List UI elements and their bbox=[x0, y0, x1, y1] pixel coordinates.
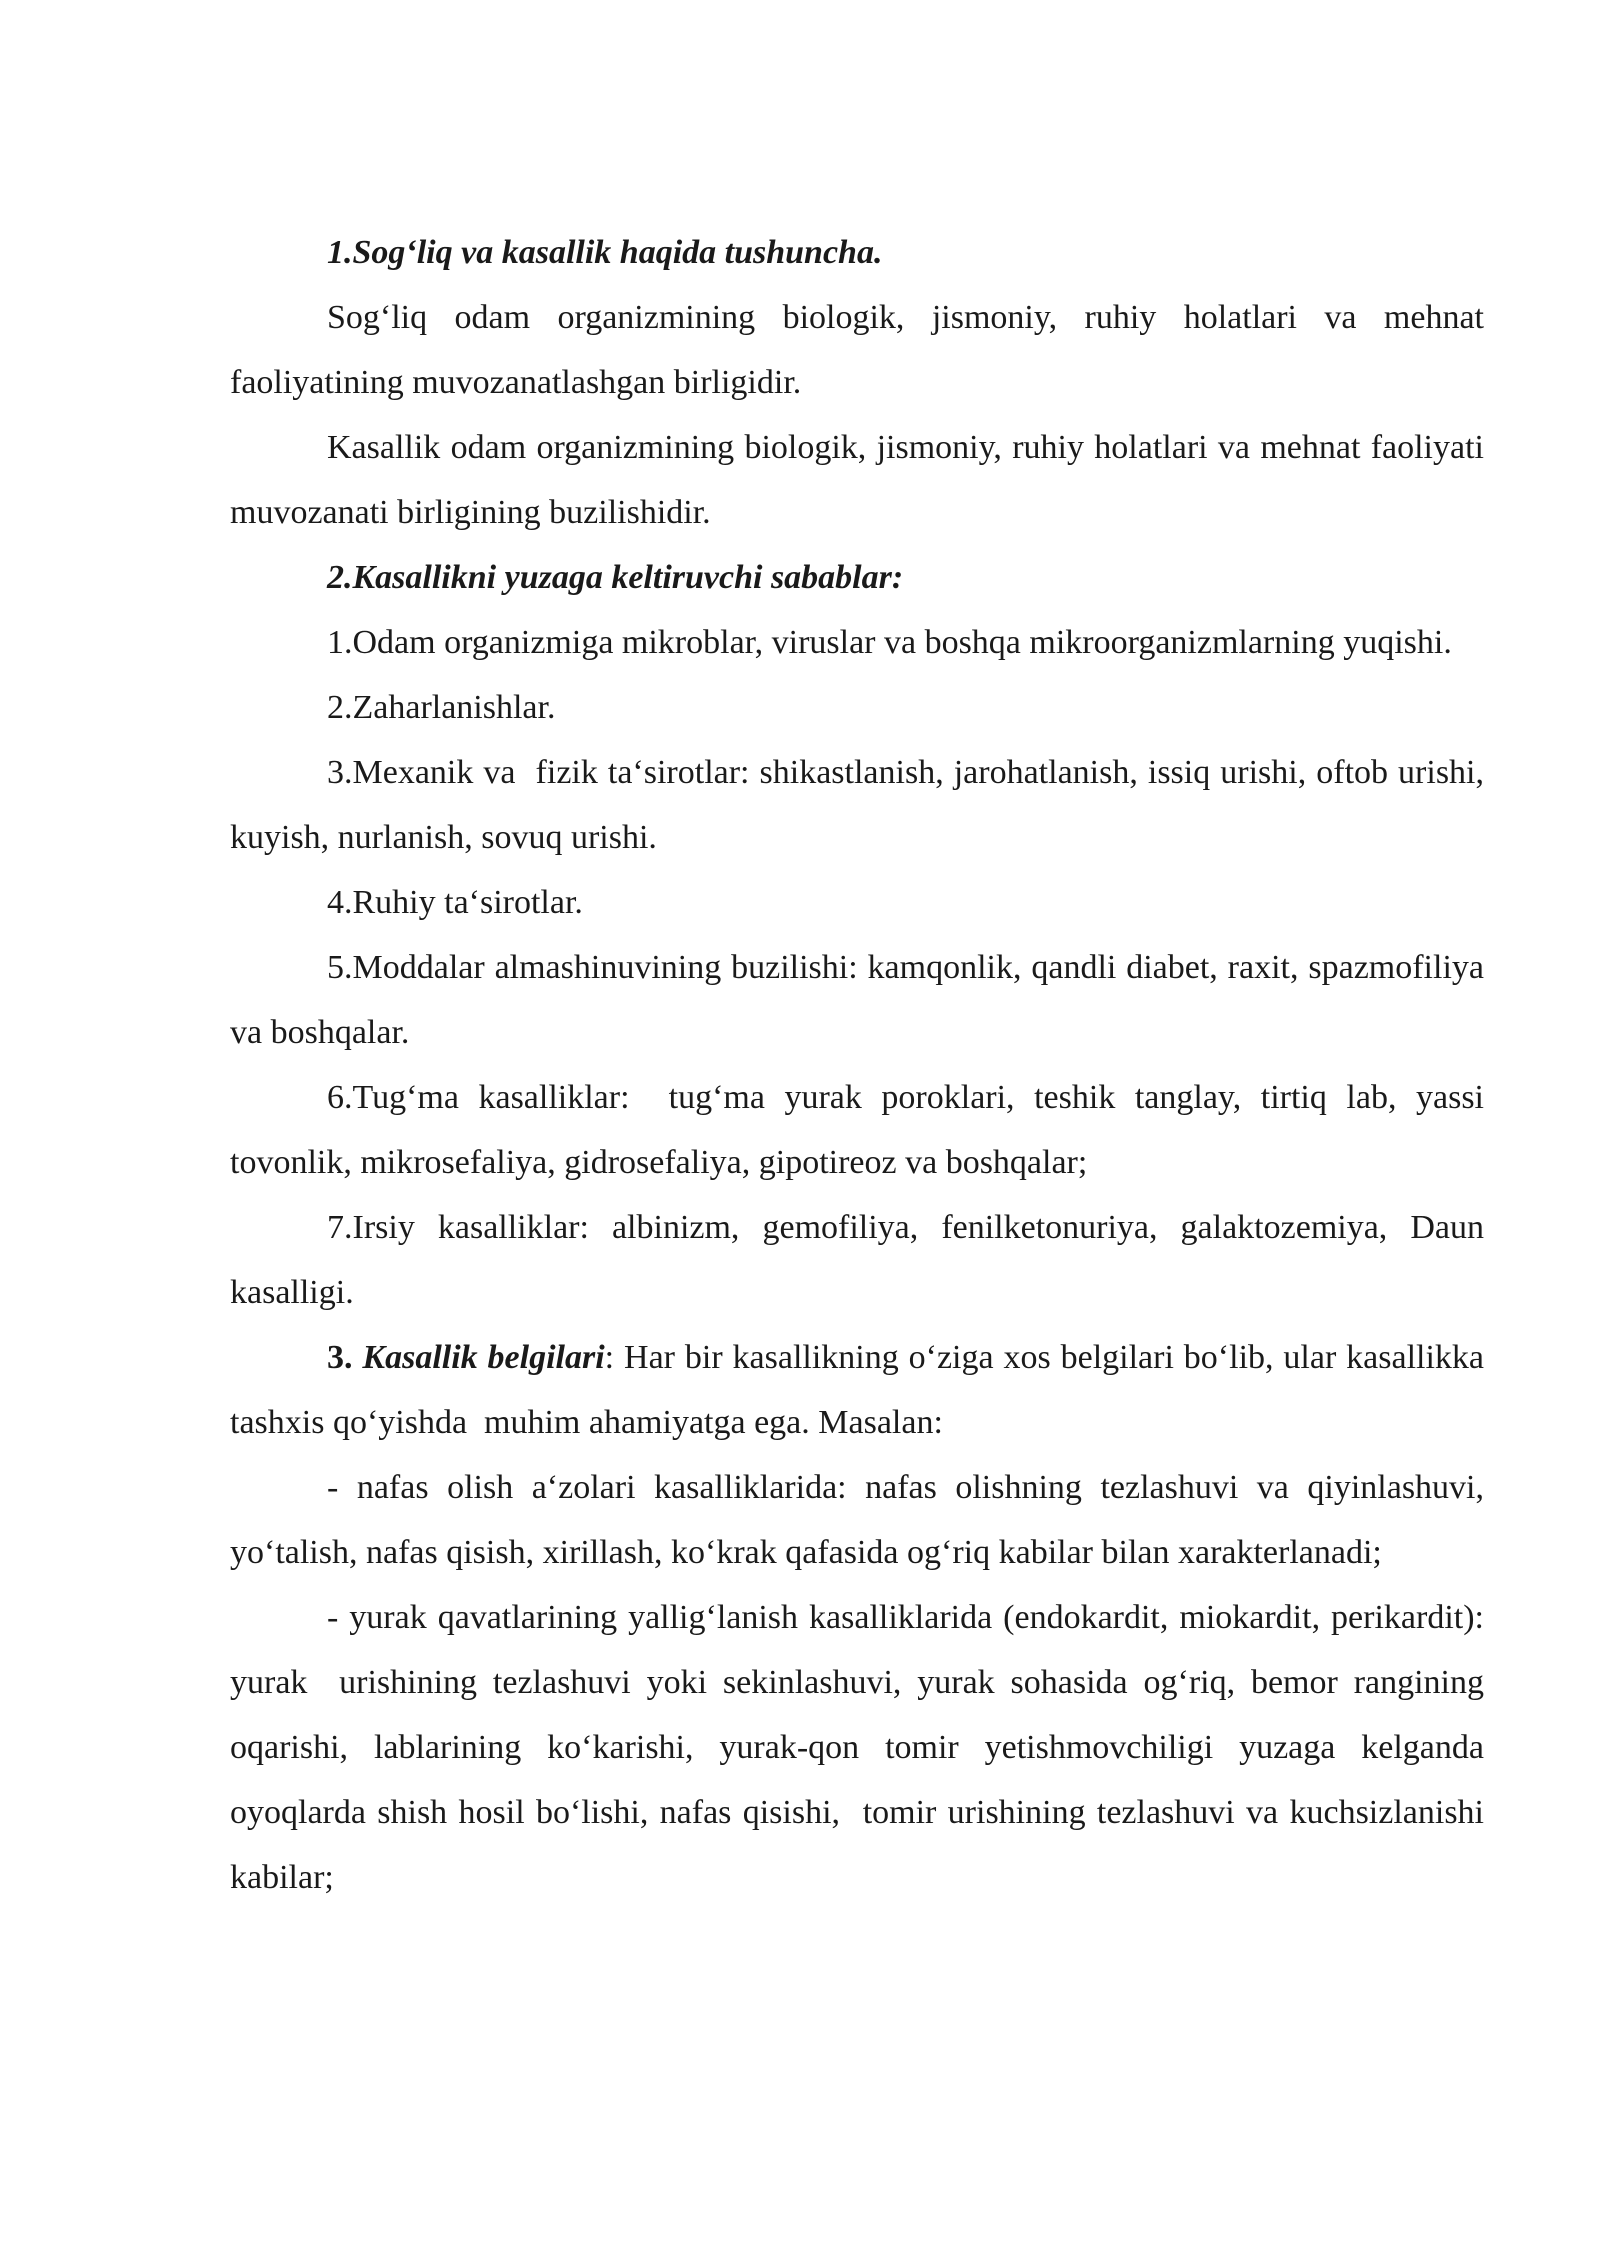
section-heading-1: 1.Sog‘liq va kasallik haqida tushuncha. bbox=[327, 234, 883, 271]
cause-item: 6.Tug‘ma kasalliklar: tug‘ma yurak poroklari, teshik tanglay, tirtiq lab, yassi tovonlik, mikrosefaliya, gidrosefaliya, gipotireoz va boshqalar; bbox=[230, 1079, 1493, 1181]
sign-item: - nafas olish a‘zolari kasalliklarida: nafas olishning tezlashuvi va qiyinlashuvi, yo‘talish, nafas qisish, xirillash, ko‘krak qafasida og‘riq kabilar bilan xarakterlanadi; bbox=[230, 1469, 1493, 1571]
paragraph-health-definition: Sog‘liq odam organizmining biologik, jismoniy, ruhiy holatlari va mehnat faoliyatining muvozanatlashgan birligidir. bbox=[230, 299, 1493, 401]
section-3-paragraph bbox=[230, 1325, 1493, 1455]
sign-item: - yurak qavatlarining yallig‘lanish kasalliklarida (endokardit, miokardit, perikardit): yurak urishining tezlashuvi yoki sekinlashuvi, yurak sohasida og‘riq, bemor rangining oqarishi, lablarining ko‘karishi, yurak-qon tomir yetishmovchiligi yuzaga kelganda oyoqlarda shish hosil bo‘lishi, nafas qisishi, tomir urishining tezlashuvi va kuchsizlanishi kabilar; bbox=[230, 1599, 1493, 1896]
section-3-number: 3. bbox=[327, 1339, 363, 1376]
section-3-title: Kasallik belgilari bbox=[362, 1339, 605, 1376]
cause-item: 4.Ruhiy ta‘sirotlar. bbox=[327, 884, 583, 921]
paragraph-disease-definition: Kasallik odam organizmining biologik, jismoniy, ruhiy holatlari va mehnat faoliyati muvozanati birligining buzilishidir. bbox=[230, 429, 1493, 531]
document-body bbox=[230, 220, 1493, 1910]
cause-item: 2.Zaharlanishlar. bbox=[327, 689, 556, 726]
cause-item: 1.Odam organizmiga mikroblar, viruslar va boshqa mikroorganizmlarning yuqishi. bbox=[327, 624, 1452, 661]
cause-item: 3.Mexanik va fizik ta‘sirotlar: shikastlanish, jarohatlanish, issiq urishi, oftob urishi, kuyish, nurlanish, sovuq urishi. bbox=[230, 754, 1493, 856]
cause-item: 7.Irsiy kasalliklar: albinizm, gemofiliya, fenilketonuriya, galaktozemiya, Daun kasalligi. bbox=[230, 1209, 1493, 1311]
cause-item: 5.Moddalar almashinuvining buzilishi: kamqonlik, qandli diabet, raxit, spazmofiliya va boshqalar. bbox=[230, 949, 1493, 1051]
section-heading-2: 2.Kasallikni yuzaga keltiruvchi sabablar: bbox=[327, 559, 904, 596]
section-3-text: : Har bir kasallikning o‘ziga xos belgilari bo‘lib, ular kasallikka tashxis qo‘yishda muhim ahamiyatga ega. Masalan: bbox=[230, 1339, 1493, 1441]
